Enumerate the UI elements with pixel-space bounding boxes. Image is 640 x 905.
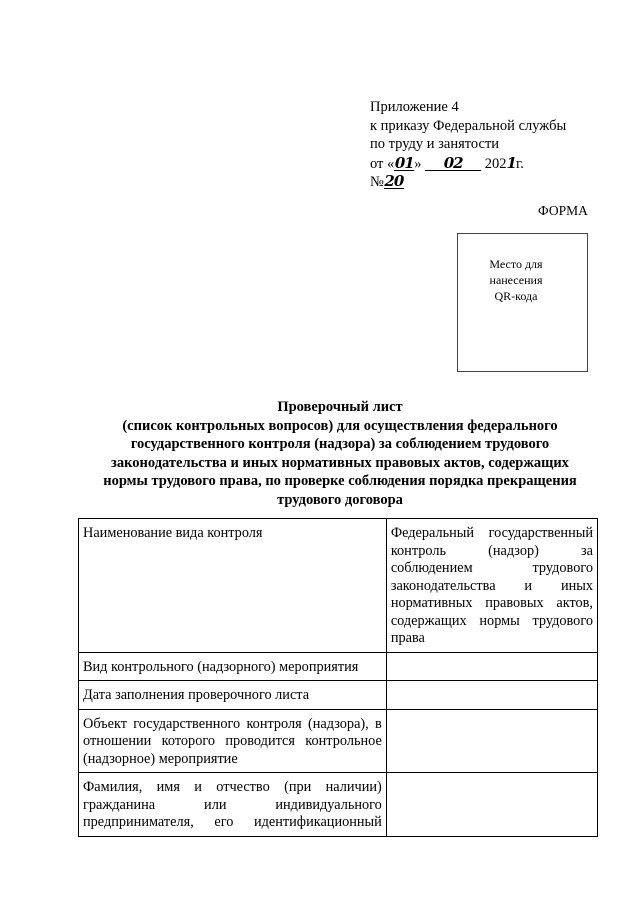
title-line: государственного контроля (надзора) за соблюдением трудового xyxy=(130,436,550,452)
row-label xyxy=(79,773,387,837)
date-month: 02 xyxy=(425,156,481,171)
table-row xyxy=(79,709,598,773)
row-value xyxy=(386,709,597,773)
title-line: трудового договора xyxy=(277,491,403,508)
row-label: Вид контрольного (надзорного) мероприятия xyxy=(79,652,387,681)
date-day: 01 xyxy=(394,153,414,172)
title-line: законодательства и иных нормативных правовых актов, содержащих xyxy=(111,454,569,471)
date-end: г. xyxy=(515,155,524,172)
table-row xyxy=(79,681,598,710)
title-line: Проверочный лист xyxy=(277,399,403,415)
order-date xyxy=(370,154,610,174)
row-value xyxy=(386,652,597,681)
title-line: нормы трудового права, по проверке соблюдения порядка прекращения xyxy=(103,473,577,489)
table-row xyxy=(79,652,598,681)
row-label: Дата заполнения проверочного листа xyxy=(79,681,387,710)
order-reference: к приказу Федеральной службы xyxy=(370,117,567,134)
number-sign: № xyxy=(370,174,384,190)
qr-placeholder-text xyxy=(486,256,546,304)
date-prefix: от « xyxy=(370,155,395,172)
date-mid: » xyxy=(414,155,422,172)
title-line: (список контрольных вопросов) для осуществления федерального xyxy=(122,417,558,434)
qr-text-line: Место для xyxy=(489,257,543,271)
row-value xyxy=(386,773,597,837)
checklist-title xyxy=(80,398,600,509)
date-year-prefix: 202 xyxy=(484,155,507,172)
appendix-number: Приложение 4 xyxy=(370,99,459,115)
row-label: Наименование вида контроля xyxy=(79,519,387,653)
date-year-suffix: 1 xyxy=(506,153,516,172)
number-value: 20 xyxy=(384,172,404,190)
qr-code-placeholder xyxy=(457,233,588,372)
row-label-text: Фамилия, имя и отчество (при наличии) гражданина или индивидуального предпринимателя, его идентификационный xyxy=(83,779,382,830)
service-name: по труду и занятости xyxy=(370,136,500,152)
appendix-header xyxy=(370,98,610,192)
row-value xyxy=(386,681,597,710)
table-row xyxy=(79,519,598,653)
table-row xyxy=(79,773,598,837)
order-number xyxy=(370,173,610,192)
row-label: Объект государственного контроля (надзора), в отношении которого проводится контрольное (надзорное) мероприятие xyxy=(79,709,387,773)
row-value: Федеральный государственный контроль (надзор) за соблюдением трудового законодательства и иных нормативных правовых актов, содержащих нормы трудового права xyxy=(386,519,597,653)
checklist-table xyxy=(78,518,598,837)
qr-text-line: нанесения xyxy=(489,273,543,287)
qr-text-line: QR-кода xyxy=(494,289,538,303)
form-label: ФОРМА xyxy=(538,203,588,218)
